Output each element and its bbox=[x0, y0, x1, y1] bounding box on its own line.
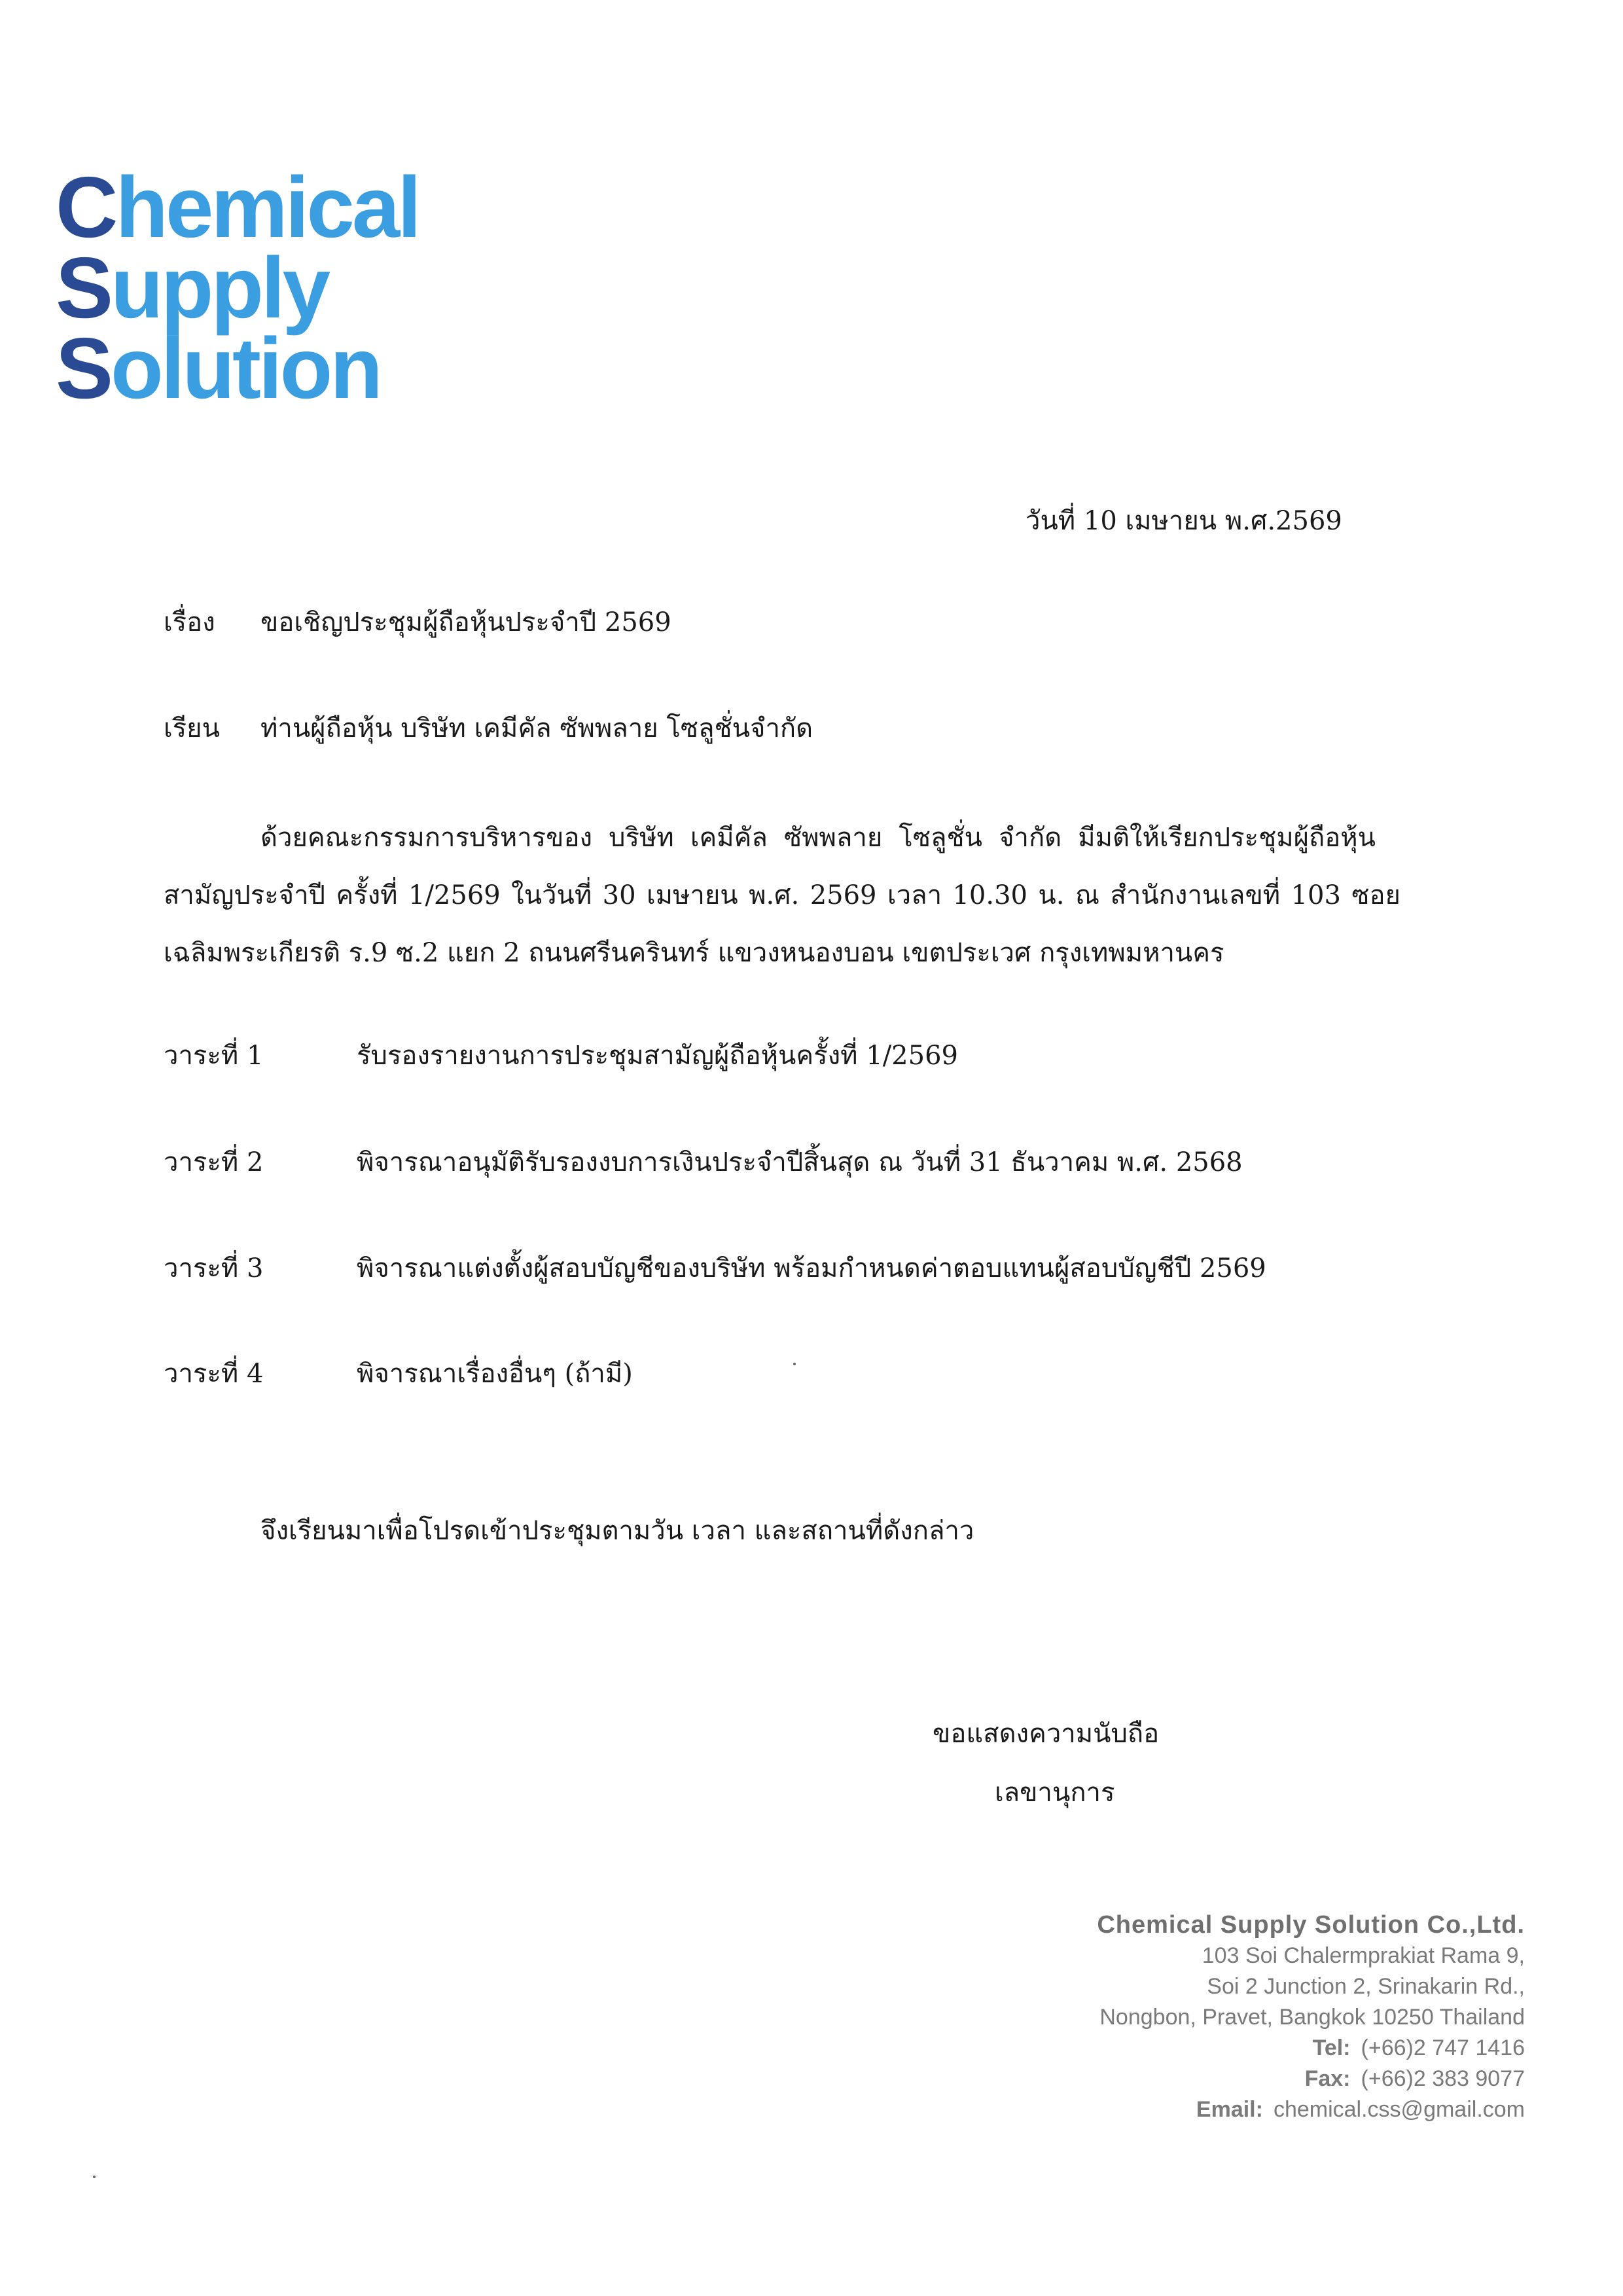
agenda-text-2: พิจารณาอนุมัติรับรองงบการเงินประจำปีสิ้นสุด ณ วันที่ 31 ธันวาคม พ.ศ. 2568 bbox=[357, 1147, 1243, 1177]
fax-value: (+66)2 383 9077 bbox=[1361, 2066, 1525, 2091]
footer-address-2: Soi 2 Junction 2, Srinakarin Rd., bbox=[1207, 1974, 1525, 1999]
closing-line: จึงเรียนมาเพื่อโปรดเข้าประชุมตามวัน เวลา และสถานที่ดังกล่าว bbox=[260, 1516, 974, 1546]
agenda-text-3: พิจารณาแต่งตั้งผู้สอบบัญชีของบริษัท พร้อมกำหนดค่าตอบแทนผู้สอบบัญชีปี 2569 bbox=[357, 1253, 1266, 1283]
footer-fax bbox=[1097, 2064, 1525, 2094]
subject-label: เรื่อง bbox=[164, 607, 215, 637]
company-logo bbox=[56, 159, 419, 416]
signature-title: เลขานุการ bbox=[995, 1778, 1115, 1808]
signature-regards: ขอแสดงความนับถือ bbox=[933, 1719, 1160, 1749]
fax-label: Fax: bbox=[1304, 2066, 1351, 2091]
subject-text: ขอเชิญประชุมผู้ถือหุ้นประจำปี 2569 bbox=[260, 607, 671, 637]
footer-address-3: Nongbon, Pravet, Bangkok 10250 Thailand bbox=[1099, 2005, 1525, 2030]
letter-date: วันที่ 10 เมษายน พ.ศ.2569 bbox=[1026, 506, 1342, 536]
footer-contact bbox=[1097, 1910, 1525, 2125]
scan-speck bbox=[793, 1363, 796, 1365]
logo-line-chemical: Chemical bbox=[56, 159, 419, 255]
footer-company: Chemical Supply Solution Co.,Ltd. bbox=[1097, 1911, 1525, 1939]
logo-line-solution: Solution bbox=[56, 320, 380, 416]
recipient-text: ท่านผู้ถือหุ้น บริษัท เคมีคัล ซัพพลาย โซลูชั่นจำกัด bbox=[260, 713, 813, 744]
footer-email bbox=[1097, 2094, 1525, 2125]
body-line-3: เฉลิมพระเกียรติ ร.9 ซ.2 แยก 2 ถนนศรีนครินทร์ แขวงหนองบอน เขตประเวศ กรุงเทพมหานคร bbox=[164, 938, 1224, 968]
footer-address-1: 103 Soi Chalermprakiat Rama 9, bbox=[1202, 1943, 1525, 1968]
email-value: chemical.css@gmail.com bbox=[1273, 2097, 1525, 2122]
tel-label: Tel: bbox=[1312, 2036, 1351, 2060]
footer-tel bbox=[1097, 2033, 1525, 2064]
agenda-text-1: รับรองรายงานการประชุมสามัญผู้ถือหุ้นครั้งที่ 1/2569 bbox=[357, 1041, 958, 1071]
email-label: Email: bbox=[1196, 2097, 1263, 2122]
tel-value: (+66)2 747 1416 bbox=[1361, 2036, 1525, 2060]
agenda-text-4: พิจารณาเรื่องอื่นๆ (ถ้ามี) bbox=[357, 1359, 633, 1389]
agenda-label-2: วาระที่ 2 bbox=[164, 1147, 264, 1177]
body-line-2: สามัญประจำปี ครั้งที่ 1/2569 ในวันที่ 30 เมษายน พ.ศ. 2569 เวลา 10.30 น. ณ สำนักงานเลขที่ 103 ซอย bbox=[164, 880, 1400, 910]
logo-line-supply: Supply bbox=[56, 240, 329, 336]
scan-speck bbox=[93, 2176, 96, 2178]
agenda-label-3: วาระที่ 3 bbox=[164, 1253, 264, 1283]
recipient-label: เรียน bbox=[164, 713, 220, 744]
agenda-label-4: วาระที่ 4 bbox=[164, 1359, 264, 1389]
agenda-label-1: วาระที่ 1 bbox=[164, 1041, 264, 1071]
body-line-1: ด้วยคณะกรรมการบริหารของ บริษัท เคมีคัล ซัพพลาย โซลูชั่น จำกัด มีมติให้เรียกประชุมผู้ถือหุ้น bbox=[260, 823, 1376, 853]
